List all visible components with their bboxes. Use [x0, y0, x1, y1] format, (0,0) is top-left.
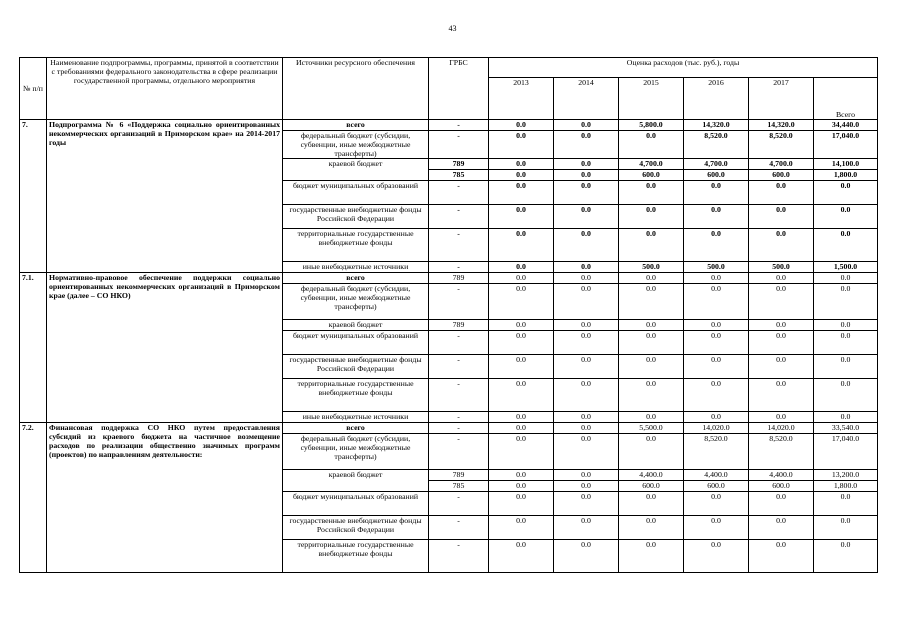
value-year: 0.0 [684, 355, 749, 379]
value-year: 0.0 [554, 516, 619, 540]
section-number: 7.2. [20, 423, 47, 573]
value-year: 0.0 [749, 355, 814, 379]
budget-table [19, 57, 878, 573]
value-year: 0.0 [554, 262, 619, 273]
section-number: 7.1. [20, 273, 47, 423]
value-year: 0.0 [749, 284, 814, 320]
value-year: 0.0 [619, 379, 684, 412]
value-total: 17,040.0 [814, 131, 878, 159]
value-year: 0.0 [684, 379, 749, 412]
funding-source: краевой бюджет [283, 320, 429, 331]
value-year: 0.0 [684, 516, 749, 540]
value-year: 0.0 [554, 181, 619, 205]
grbs-code: - [429, 331, 489, 355]
table-row [20, 120, 878, 131]
value-year: 0.0 [619, 131, 684, 159]
header-estimate: Оценка расходов (тыс. руб.), годы [489, 58, 878, 78]
value-year: 0.0 [554, 481, 619, 492]
funding-source: краевой бюджет [283, 159, 429, 170]
value-year: 0.0 [554, 229, 619, 262]
funding-source: бюджет муниципальных образований [283, 492, 429, 516]
value-total: 0.0 [814, 331, 878, 355]
value-year: 0.0 [684, 229, 749, 262]
value-year: 0.0 [554, 331, 619, 355]
value-year: 0.0 [749, 492, 814, 516]
value-year: 0.0 [684, 181, 749, 205]
value-year: 500.0 [684, 262, 749, 273]
value-year: 0.0 [554, 159, 619, 170]
value-year: 0.0 [619, 205, 684, 229]
value-year: 0.0 [749, 205, 814, 229]
value-year: 0.0 [554, 470, 619, 481]
value-total: 13,200.0 [814, 470, 878, 481]
funding-source: государственные внебюджетные фонды Российской Федерации [283, 516, 429, 540]
value-total: 0.0 [814, 355, 878, 379]
grbs-code: 789 [429, 273, 489, 284]
value-year: 0.0 [489, 181, 554, 205]
value-year: 0.0 [489, 331, 554, 355]
value-year: 0.0 [489, 492, 554, 516]
value-year: 0.0 [489, 170, 554, 181]
value-total: 0.0 [814, 181, 878, 205]
value-year: 0.0 [489, 229, 554, 262]
value-year: 600.0 [749, 481, 814, 492]
value-year: 0.0 [489, 434, 554, 470]
value-year: 0.0 [489, 262, 554, 273]
value-year: 14,020.0 [749, 423, 814, 434]
value-year: 0.0 [554, 540, 619, 573]
value-total: 0.0 [814, 229, 878, 262]
value-year: 0.0 [554, 412, 619, 423]
value-year: 0.0 [684, 492, 749, 516]
value-year: 600.0 [684, 170, 749, 181]
value-year: 0.0 [489, 159, 554, 170]
value-year: 600.0 [619, 481, 684, 492]
value-total: 1,800.0 [814, 170, 878, 181]
value-year: 0.0 [554, 273, 619, 284]
value-year: 0.0 [554, 170, 619, 181]
grbs-code: - [429, 205, 489, 229]
grbs-code: 785 [429, 170, 489, 181]
value-total: 0.0 [814, 379, 878, 412]
funding-source: иные внебюджетные источники [283, 412, 429, 423]
grbs-code: 789 [429, 470, 489, 481]
section-name: Подпрограмма № 6 «Поддержка социально ориентированных некоммерческих организаций в Приморском крае» на 2014-2017 годы [47, 120, 283, 273]
funding-source: государственные внебюджетные фонды Российской Федерации [283, 205, 429, 229]
value-year: 0.0 [554, 355, 619, 379]
value-year: 0.0 [489, 516, 554, 540]
value-year: 4,700.0 [749, 159, 814, 170]
header-grbs: ГРБС [429, 58, 489, 120]
value-year: 0.0 [619, 492, 684, 516]
value-year: 0.0 [489, 355, 554, 379]
value-year: 0.0 [619, 273, 684, 284]
funding-source: всего [283, 273, 429, 284]
value-year: 0.0 [684, 273, 749, 284]
header-year: 2014 [554, 78, 619, 120]
value-year: 0.0 [489, 205, 554, 229]
value-year: 500.0 [619, 262, 684, 273]
value-year: 0.0 [684, 412, 749, 423]
value-year: 0.0 [489, 284, 554, 320]
value-total: 33,540.0 [814, 423, 878, 434]
grbs-code: - [429, 540, 489, 573]
grbs-code: - [429, 131, 489, 159]
grbs-code: - [429, 284, 489, 320]
funding-source: иные внебюджетные источники [283, 262, 429, 273]
value-year: 0.0 [749, 320, 814, 331]
header-source: Источники ресурсного обеспечения [283, 58, 429, 120]
funding-source: государственные внебюджетные фонды Российской Федерации [283, 355, 429, 379]
value-year: 0.0 [489, 379, 554, 412]
value-year: 0.0 [619, 181, 684, 205]
value-year: 0.0 [554, 120, 619, 131]
value-total: 0.0 [814, 320, 878, 331]
grbs-code: - [429, 516, 489, 540]
funding-source: территориальные государственные внебюджетные фонды [283, 379, 429, 412]
value-year: 0.0 [619, 516, 684, 540]
funding-source [283, 170, 429, 181]
header-name: Наименование подпрограммы, программы, принятой в соответствии с требованиями федерального законодательства в сфере реализации государственной программы, отдельного мероприятия [47, 58, 283, 120]
table-row [20, 423, 878, 434]
value-year: 4,400.0 [749, 470, 814, 481]
value-year: 8,520.0 [684, 434, 749, 470]
section-name: Нормативно-правовое обеспечение поддержки социально ориентированных некоммерческих организаций в Приморском крае (далее – СО НКО) [47, 273, 283, 423]
value-year: 0.0 [554, 492, 619, 516]
value-year: 4,400.0 [619, 470, 684, 481]
value-total: 34,440.0 [814, 120, 878, 131]
grbs-code: 785 [429, 481, 489, 492]
value-year: 4,400.0 [684, 470, 749, 481]
funding-source [283, 481, 429, 492]
grbs-code: - [429, 492, 489, 516]
value-year: 0.0 [619, 434, 684, 470]
value-year: 0.0 [619, 284, 684, 320]
value-year: 0.0 [619, 355, 684, 379]
value-year: 0.0 [554, 379, 619, 412]
grbs-code: - [429, 120, 489, 131]
value-year: 0.0 [619, 331, 684, 355]
value-year: 0.0 [554, 205, 619, 229]
value-total: 0.0 [814, 516, 878, 540]
header-year: 2013 [489, 78, 554, 120]
grbs-code: - [429, 355, 489, 379]
value-total: 0.0 [814, 540, 878, 573]
value-year: 0.0 [619, 320, 684, 331]
value-year: 14,320.0 [749, 120, 814, 131]
value-year: 600.0 [619, 170, 684, 181]
funding-source: федеральный бюджет (субсидии, субвенции, иные межбюджетные трансферты) [283, 284, 429, 320]
value-year: 14,020.0 [684, 423, 749, 434]
grbs-code: 789 [429, 320, 489, 331]
value-year: 4,700.0 [619, 159, 684, 170]
funding-source: бюджет муниципальных образований [283, 181, 429, 205]
table-row [20, 273, 878, 284]
section-name: Финансовая поддержка СО НКО путем предоставления субсидий из краевого бюджета на частичное возмещение расходов по реализации общественно значимых программ (проектов) по направлениям деятельности: [47, 423, 283, 573]
value-total: 0.0 [814, 284, 878, 320]
value-year: 0.0 [489, 423, 554, 434]
value-year: 0.0 [749, 331, 814, 355]
value-year: 0.0 [749, 379, 814, 412]
header-year: 2016 [684, 78, 749, 120]
funding-source: федеральный бюджет (субсидии, субвенции, иные межбюджетные трансферты) [283, 131, 429, 159]
value-year: 0.0 [489, 320, 554, 331]
value-total: 0.0 [814, 205, 878, 229]
value-total: 17,040.0 [814, 434, 878, 470]
header-num: № п/п [20, 58, 47, 120]
value-year: 0.0 [684, 284, 749, 320]
grbs-code: - [429, 412, 489, 423]
header-year: 2017 [749, 78, 814, 120]
funding-source: бюджет муниципальных образований [283, 331, 429, 355]
funding-source: всего [283, 423, 429, 434]
value-year: 0.0 [684, 540, 749, 573]
value-year: 600.0 [684, 481, 749, 492]
value-year: 0.0 [489, 412, 554, 423]
funding-source: территориальные государственные внебюджетные фонды [283, 229, 429, 262]
value-year: 0.0 [684, 331, 749, 355]
value-total: 0.0 [814, 492, 878, 516]
header-year: 2015 [619, 78, 684, 120]
value-total: 1,500.0 [814, 262, 878, 273]
value-year: 0.0 [749, 229, 814, 262]
value-year: 8,520.0 [749, 434, 814, 470]
header-total: Всего [814, 78, 878, 120]
value-year: 500.0 [749, 262, 814, 273]
grbs-code: - [429, 434, 489, 470]
value-year: 0.0 [554, 434, 619, 470]
value-year: 0.0 [619, 229, 684, 262]
value-year: 0.0 [554, 131, 619, 159]
value-year: 0.0 [749, 273, 814, 284]
value-year: 0.0 [749, 412, 814, 423]
table-header-row [20, 58, 878, 78]
grbs-code: - [429, 423, 489, 434]
value-total: 1,800.0 [814, 481, 878, 492]
page-number: 43 [448, 24, 457, 33]
value-year: 600.0 [749, 170, 814, 181]
value-year: 4,700.0 [684, 159, 749, 170]
value-year: 0.0 [684, 205, 749, 229]
value-total: 0.0 [814, 273, 878, 284]
value-year: 14,320.0 [684, 120, 749, 131]
section-number: 7. [20, 120, 47, 273]
value-year: 8,520.0 [684, 131, 749, 159]
value-year: 0.0 [554, 320, 619, 331]
value-year: 0.0 [554, 423, 619, 434]
value-year: 8,520.0 [749, 131, 814, 159]
grbs-code: - [429, 262, 489, 273]
value-year: 0.0 [489, 470, 554, 481]
funding-source: территориальные государственные внебюджетные фонды [283, 540, 429, 573]
value-year: 0.0 [489, 273, 554, 284]
value-year: 0.0 [554, 284, 619, 320]
value-year: 0.0 [749, 181, 814, 205]
value-year: 0.0 [619, 540, 684, 573]
funding-source: краевой бюджет [283, 470, 429, 481]
grbs-code: - [429, 229, 489, 262]
funding-source: всего [283, 120, 429, 131]
value-year: 0.0 [489, 131, 554, 159]
grbs-code: 789 [429, 159, 489, 170]
funding-source: федеральный бюджет (субсидии, субвенции, иные межбюджетные трансферты) [283, 434, 429, 470]
value-year: 0.0 [749, 516, 814, 540]
value-year: 0.0 [489, 540, 554, 573]
value-year: 5,500.0 [619, 423, 684, 434]
value-total: 14,100.0 [814, 159, 878, 170]
value-year: 5,800.0 [619, 120, 684, 131]
grbs-code: - [429, 181, 489, 205]
value-year: 0.0 [749, 540, 814, 573]
value-year: 0.0 [684, 320, 749, 331]
value-year: 0.0 [489, 481, 554, 492]
value-year: 0.0 [489, 120, 554, 131]
value-year: 0.0 [619, 412, 684, 423]
grbs-code: - [429, 379, 489, 412]
value-total: 0.0 [814, 412, 878, 423]
